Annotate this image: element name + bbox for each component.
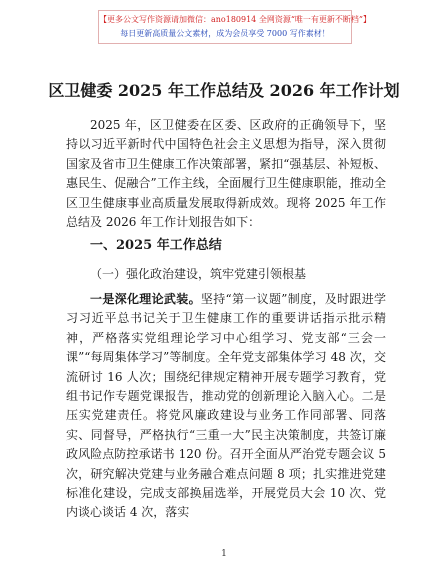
page-number: 1 [221, 549, 227, 559]
body-paragraph [66, 290, 386, 523]
intro-paragraph: 2025 年，区卫健委在区委、区政府的正确领导下，坚持以习近平新时代中国特色社会主义思想为指导，深入贯彻国家及省市卫生健康工作决策部署，紧扣“强基层、补短板、惠民生、促融合”工作主线，全面履行卫生健康职能，推动全区卫生健康事业高质量发展取得新成效。现将 2025 年工作总结及 2026 年工作计划报告如下： [66, 118, 386, 230]
subsection-heading: （一）强化政治建设，筑牢党建引领根基 [90, 267, 307, 281]
document-title: 区卫健委 2025 年工作总结及 2026 年工作计划 [48, 81, 400, 100]
promo-banner-line-2: 每日更新高质量公文素材，成为会员享受 7000 写作素材！ [120, 29, 330, 38]
promo-banner [98, 10, 371, 44]
paragraph-lead: 一是深化理论武装。 [90, 292, 201, 306]
section-heading: 一、2025 年工作总结 [90, 238, 222, 253]
promo-banner-line-1: 【更多公文写作资源请加微信：ano180914 全网资源“唯一有更新不断档”】 [99, 15, 371, 24]
paragraph-body: 坚持“第一议题”制度，及时跟进学习习近平总书记关于卫生健康工作的重要讲话指示批示精神，严格落实党组理论学习中心组学习、党支部“三会一课”“每周集体学习”等制度。全年党支部集体学习 48 次，交流研讨 16 人次；围绕纪律规定精神开展专题学习教育，党组书记作专题党课报告，推动党的创新理论入脑入心。二是压实党建责任。将党风廉政建设与业务工作同部署、同落实、同督导，严格执行“三重一大”民主决策制度，共签订廉政风险点防控承诺书 120 份。召开全面从严治党专题会议 5 次，研究解决党建与业务融合难点问题 8 项；扎实推进党建标准化建设，完成支部换届选举，开展党员大会 10 次、党内谈心谈话 4 次，落实 [66, 292, 386, 520]
